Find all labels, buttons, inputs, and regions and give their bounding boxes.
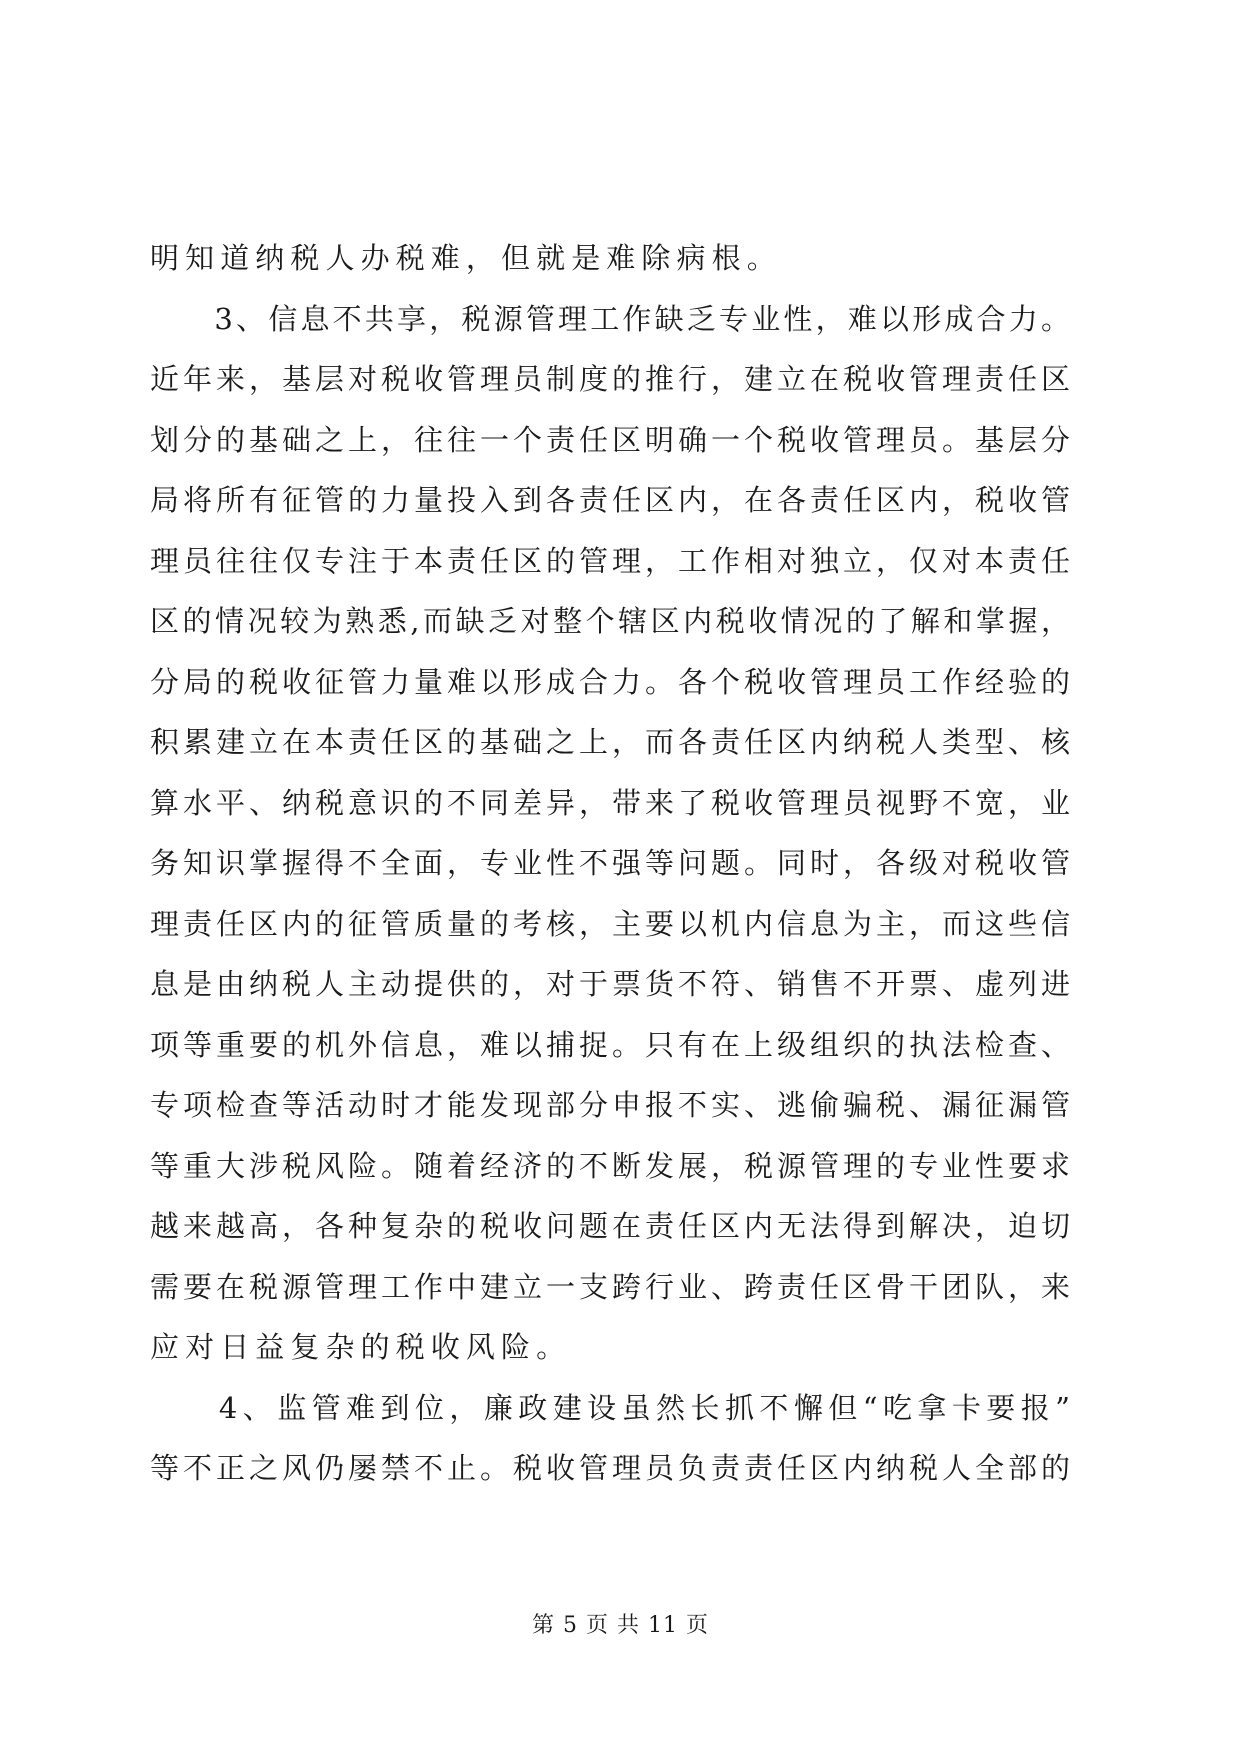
page-number-footer: 第 5 页 共 11 页 [532, 1613, 709, 1638]
text-line: 专项检查等活动时才能发现部分申报不实、逃偷骗税、漏征漏管 [150, 1088, 1070, 1122]
text-line: 明知道纳税人办税难，但就是难除病根。 [150, 241, 782, 275]
text-line: 理员往往仅专注于本责任区的管理，工作相对独立，仅对本责任 [150, 543, 1070, 578]
text-line: 需要在税源管理工作中建立一支跨行业、跨责任区骨干团队，来 [150, 1269, 1070, 1304]
text-line: 等不正之风仍屡禁不止。税收管理员负责责任区内纳税人全部的 [150, 1451, 1070, 1485]
text-line: 项等重要的机外信息，难以捕捉。只有在上级组织的执法检查、 [150, 1027, 1070, 1062]
text-line: 3、信息不共享，税源管理工作缺乏专业性，难以形成合力。 [150, 301, 1070, 336]
text-line: 局将所有征管的力量投入到各责任区内，在各责任区内，税收管 [150, 483, 1070, 517]
text-line: 理责任区内的征管质量的考核，主要以机内信息为主，而这些信 [150, 906, 1070, 941]
text-line: 区的情况较为熟悉,而缺乏对整个辖区内税收情况的了解和掌握， [150, 604, 1070, 638]
text-line: 4、监管难到位，廉政建设虽然长抓不懈但“吃拿卡要报” [150, 1390, 1070, 1425]
text-line: 算水平、纳税意识的不同差异，带来了税收管理员视野不宽，业 [150, 785, 1070, 820]
text-line: 近年来，基层对税收管理员制度的推行，建立在税收管理责任区 [150, 362, 1070, 396]
body-text [150, 228, 1070, 1499]
text-line: 越来越高，各种复杂的税收问题在责任区内无法得到解决，迫切 [150, 1209, 1070, 1243]
text-line: 务知识掌握得不全面，专业性不强等问题。同时，各级对税收管 [150, 846, 1070, 880]
text-line: 分局的税收征管力量难以形成合力。各个税收管理员工作经验的 [150, 664, 1070, 699]
text-line: 积累建立在本责任区的基础之上，而各责任区内纳税人类型、核 [150, 725, 1070, 759]
text-line: 息是由纳税人主动提供的，对于票货不符、销售不开票、虚列进 [150, 967, 1070, 1001]
text-line: 等重大涉税风险。随着经济的不断发展，税源管理的专业性要求 [150, 1148, 1070, 1183]
text-line: 划分的基础之上，往往一个责任区明确一个税收管理员。基层分 [150, 422, 1070, 457]
text-line: 应对日益复杂的税收风险。 [150, 1330, 572, 1364]
